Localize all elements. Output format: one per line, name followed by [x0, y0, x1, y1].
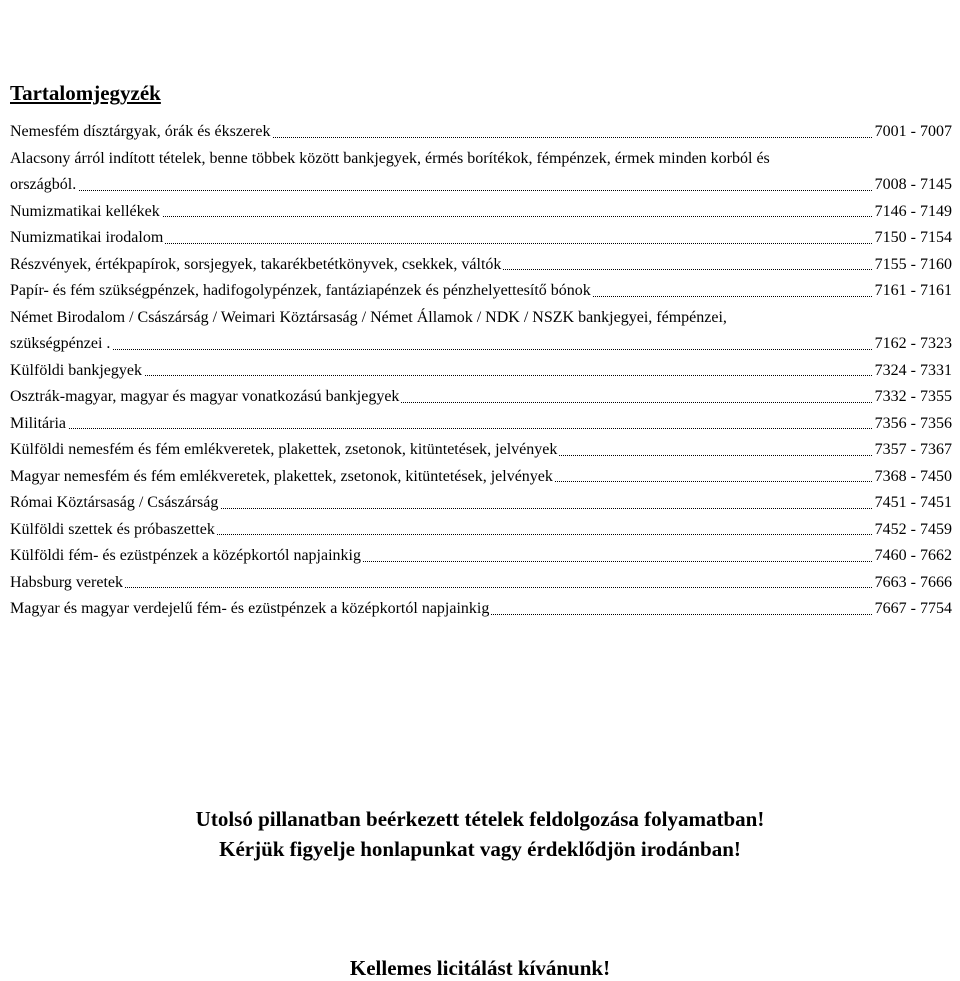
toc-entry[interactable]: [10, 252, 952, 279]
toc-entry-title: Magyar és magyar verdejelű fém- és ezüstpénzek a középkortól napjainkig: [10, 600, 490, 617]
toc-leader-dots: [10, 428, 952, 429]
toc-entry-title: Részvények, értékpapírok, sorsjegyek, takarékbetétkönyvek, csekkek, váltók: [10, 255, 502, 273]
toc-entry[interactable]: [10, 225, 952, 252]
toc-entry-title: Numizmatikai irodalom: [10, 229, 164, 246]
toc-entry-title: Osztrák-magyar, magyar és magyar vonatkozású bankjegyek: [10, 388, 400, 405]
toc-entry-pages: 7357 - 7367: [873, 437, 952, 464]
toc-entry-title: szükségpénzei .: [10, 335, 111, 352]
toc-entry[interactable]: [10, 199, 952, 226]
notice-line-1: Utolsó pillanatban beérkezett tételek feldolgozása folyamatban!: [195, 807, 765, 831]
auction-dates: 2013.07.05 - 2013.07.10: [4, 5, 152, 21]
toc-entry-title: Külföldi bankjegyek: [10, 361, 142, 379]
toc-entry-pages: 7146 - 7149: [873, 199, 952, 226]
page-header: [0, 0, 960, 26]
toc-entry-title: Habsburg veretek: [10, 573, 123, 591]
toc-leader-dots: [10, 375, 952, 376]
toc-entry-pages: 7324 - 7331: [873, 358, 952, 385]
toc-entry-title: Külföldi fém- és ezüstpénzek a középkortól napjainkig: [10, 547, 361, 564]
toc-entry-pages: 7332 - 7355: [873, 384, 952, 411]
toc-entry-pages: 7008 - 7145: [873, 172, 952, 199]
table-of-contents: [10, 119, 952, 623]
toc-leader-dots: [10, 190, 952, 191]
toc-entry-title: Papír- és fém szükségpénzek, hadifogolypénzek, fantáziapénzek és pénzhelyettesítő bónok: [10, 282, 591, 299]
toc-entry[interactable]: [10, 384, 952, 411]
toc-entry-title: Magyar nemesfém és fém emlékveretek, plakettek, zsetonok, kitüntetések, jelvények: [10, 467, 553, 485]
toc-entry[interactable]: [10, 358, 952, 385]
closing-message: Kellemes licitálást kívánunk!: [349, 956, 611, 980]
toc-entry-pages: 7162 - 7323: [873, 331, 952, 358]
toc-entry-title: Külföldi szettek és próbaszettek: [10, 520, 215, 538]
toc-entry-pages: 7150 - 7154: [873, 225, 952, 252]
toc-entry-pages: 7451 - 7451: [873, 490, 952, 517]
toc-entry-title: Római Köztársaság / Császárság: [10, 494, 219, 511]
toc-entry[interactable]: [10, 278, 952, 305]
toc-leader-dots: [10, 587, 952, 588]
toc-entry-title: Nemesfém dísztárgyak, órák és ékszerek: [10, 123, 271, 140]
toc-entry[interactable]: [10, 411, 952, 438]
toc-entry[interactable]: [10, 543, 952, 570]
toc-entry-pages: 7663 - 7666: [873, 570, 952, 597]
toc-entry-title: Numizmatikai kellékek: [10, 202, 160, 220]
toc-leader-dots: [10, 349, 952, 350]
toc-entry-title: országból.: [10, 176, 77, 193]
toc-entry-title-line1: Német Birodalom / Császárság / Weimari Köztársaság / Német Államok / NDK / NSZK bankjegyei, fémpénzei,: [10, 308, 727, 326]
toc-entry[interactable]: [10, 437, 952, 464]
toc-entry-title-line1: Alacsony árról indított tételek, benne többek között bankjegyek, érmés borítékok, fémpénzek, érmek minden korból és: [10, 149, 770, 167]
toc-entry-pages: 7667 - 7754: [873, 596, 952, 623]
toc-entry[interactable]: [10, 596, 952, 623]
toc-entry[interactable]: [10, 490, 952, 517]
toc-heading: Tartalomjegyzék: [10, 81, 161, 105]
toc-entry-pages: 7155 - 7160: [873, 252, 952, 279]
toc-entry-title: Külföldi nemesfém és fém emlékveretek, plakettek, zsetonok, kitüntetések, jelvények: [10, 441, 558, 458]
toc-entry[interactable]: [10, 464, 952, 491]
notice-line-2: Kérjük figyelje honlapunkat vagy érdeklődjön irodánban!: [219, 837, 741, 861]
auction-title: 19. Numizmatika gyorsárverés: [746, 3, 956, 20]
toc-entry[interactable]: [10, 570, 952, 597]
toc-entry[interactable]: [10, 305, 952, 358]
toc-entry-title: Militária: [10, 414, 66, 432]
processing-notice: [0, 804, 960, 864]
toc-entry[interactable]: [10, 146, 952, 199]
toc-entry-pages: 7460 - 7662: [873, 543, 952, 570]
toc-entry-pages: 7161 - 7161: [873, 278, 952, 305]
toc-entry-pages: 7452 - 7459: [873, 517, 952, 544]
toc-entry-pages: 7356 - 7356: [873, 411, 952, 438]
toc-entry[interactable]: [10, 517, 952, 544]
toc-entry-line2: [10, 331, 952, 358]
toc-entry[interactable]: [10, 119, 952, 146]
toc-entry-pages: 7001 - 7007: [873, 119, 952, 146]
toc-entry-line2: [10, 172, 952, 199]
toc-entry-pages: 7368 - 7450: [873, 464, 952, 491]
